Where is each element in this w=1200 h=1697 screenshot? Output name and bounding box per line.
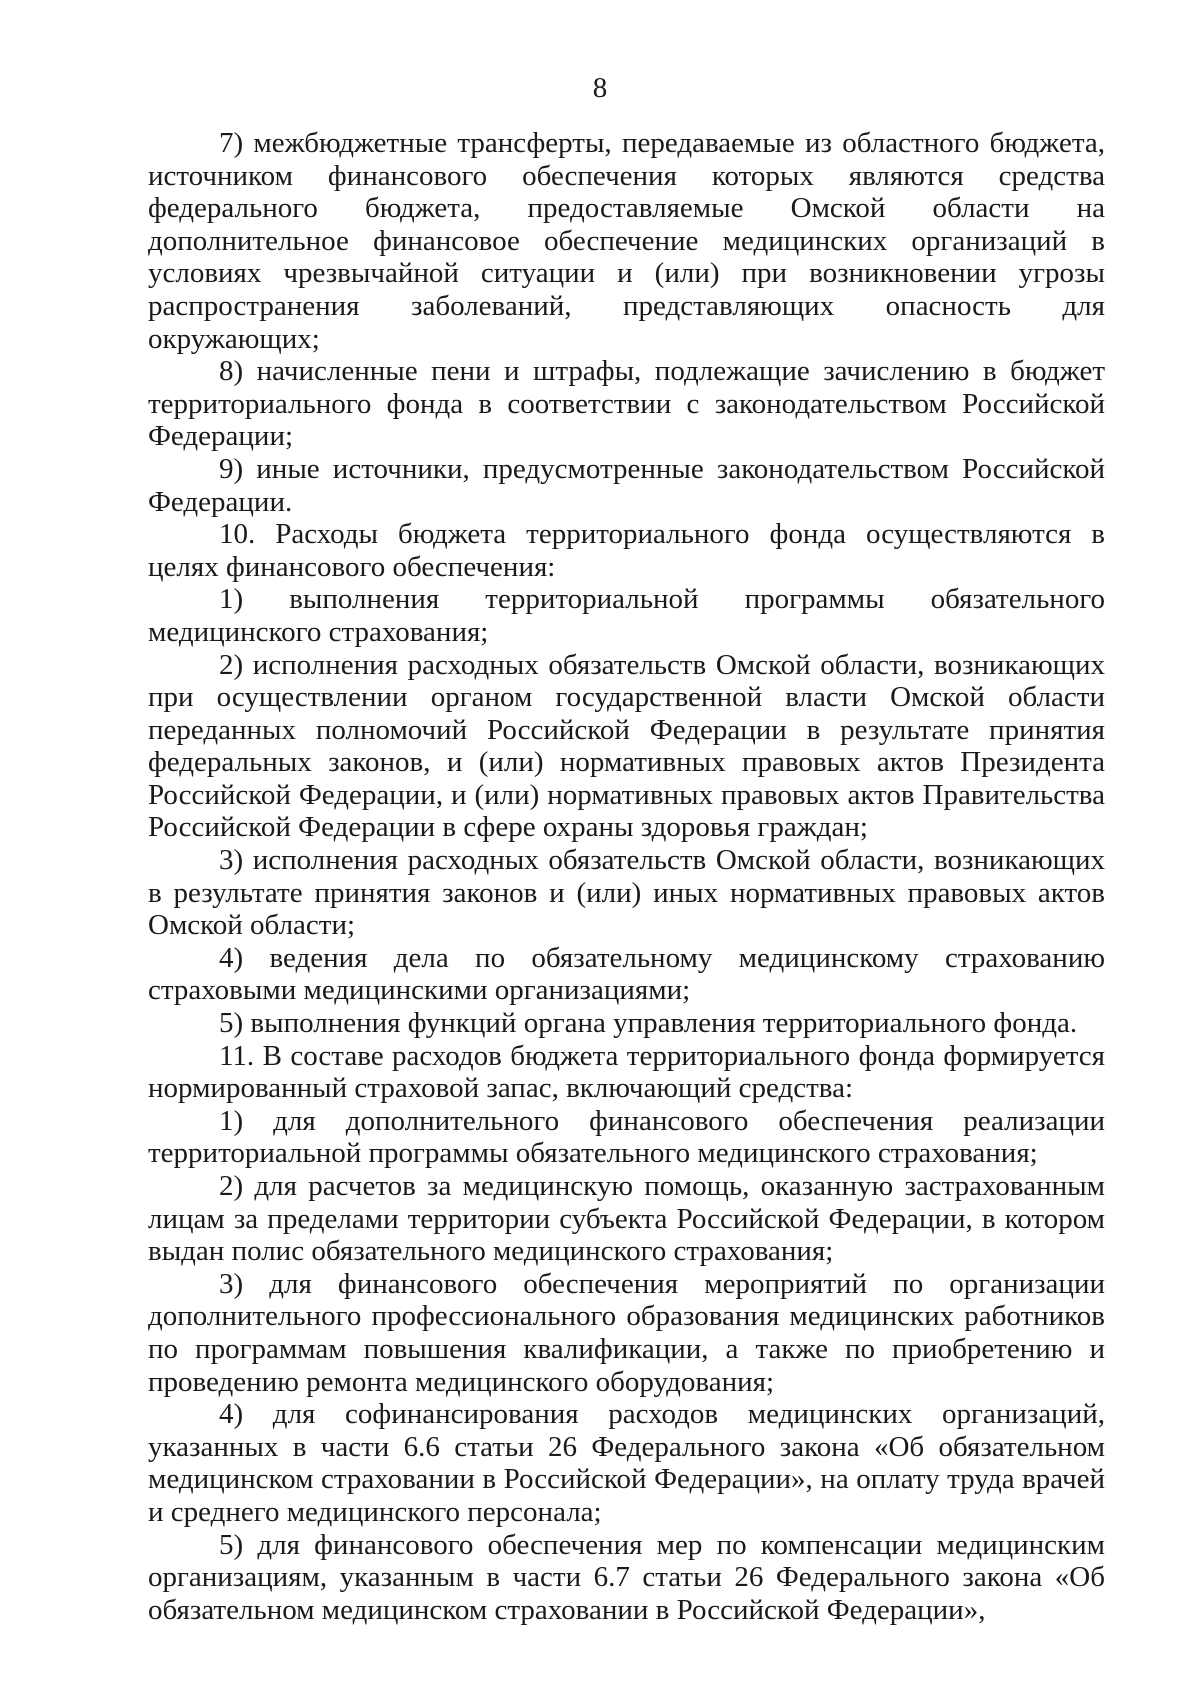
paragraph-expense-item-3: 3) исполнения расходных обязательств Омской области, возникающих в результате принятия законов и (или) иных нормативных правовых актов Омской области; (148, 844, 1105, 942)
paragraph-item-9-other-sources: 9) иные источники, предусмотренные законодательством Российской Федерации. (148, 452, 1105, 518)
paragraph-expense-item-4: 4) ведения дела по обязательному медицинскому страхованию страховыми медицинскими организациями; (148, 941, 1105, 1007)
paragraph-expense-item-1: 1) выполнения территориальной программы обязательного медицинского страхования; (148, 583, 1105, 648)
paragraph-section-10-expenses: 10. Расходы бюджета территориального фонда осуществляются в целях финансового обеспечения: (148, 518, 1105, 583)
paragraph-section-11-reserve: 11. В составе расходов бюджета территориального фонда формируется нормированный страховой запас, включающий средства: (148, 1039, 1105, 1105)
paragraph-item-8-penalties: 8) начисленные пени и штрафы, подлежащие зачислению в бюджет территориального фонда в соответствии с законодательством Российской Федерации; (148, 355, 1105, 453)
paragraph-reserve-item-1: 1) для дополнительного финансового обеспечения реализации территориальной программы обязательного медицинского страхования; (148, 1104, 1105, 1170)
paragraph-expense-item-2: 2) исполнения расходных обязательств Омской области, возникающих при осуществлении органом государственной власти Омской области переданных полномочий Российской Федерации в результате принятия федеральных законов, и (или) нормативных правовых актов Президента Российской Федерации, и (или) нормативных правовых актов Правительства Российской Федерации в сфере охраны здоровья граждан; (148, 648, 1105, 844)
paragraph-reserve-item-2: 2) для расчетов за медицинскую помощь, оказанную застрахованным лицам за пределами территории субъекта Российской Федерации, в котором выдан полис обязательного медицинского страхования; (148, 1170, 1105, 1268)
paragraph-reserve-item-5: 5) для финансового обеспечения мер по компенсации медицинским организациям, указанным в части 6.7 статьи 26 Федерального закона «Об обязательном медицинском страховании в Российской Федерации», (148, 1528, 1105, 1626)
paragraph-reserve-item-3: 3) для финансового обеспечения мероприятий по организации дополнительного профессионального образования медицинских работников по программам повышения квалификации, а также по приобретению и проведению ремонта медицинского оборудования; (148, 1267, 1105, 1398)
paragraph-reserve-item-4: 4) для софинансирования расходов медицинских организаций, указанных в части 6.6 статьи 26 Федерального закона «Об обязательном медицинском страховании в Российской Федерации», на оплату труда врачей и среднего медицинского персонала; (148, 1398, 1105, 1528)
document-body (148, 127, 1105, 1626)
paragraph-item-7-interbudget-transfers: 7) межбюджетные трансферты, передаваемые из областного бюджета, источником финансового обеспечения которых являются средства федерального бюджета, предоставляемые Омской области на дополнительное финансовое обеспечение медицинских организаций в условиях чрезвычайной ситуации и (или) при возникновении угрозы распространения заболеваний, представляющих опасность для окружающих; (148, 127, 1105, 355)
paragraph-expense-item-5: 5) выполнения функций органа управления территориального фонда. (219, 1007, 1078, 1040)
page-number: 8 (592, 72, 608, 104)
